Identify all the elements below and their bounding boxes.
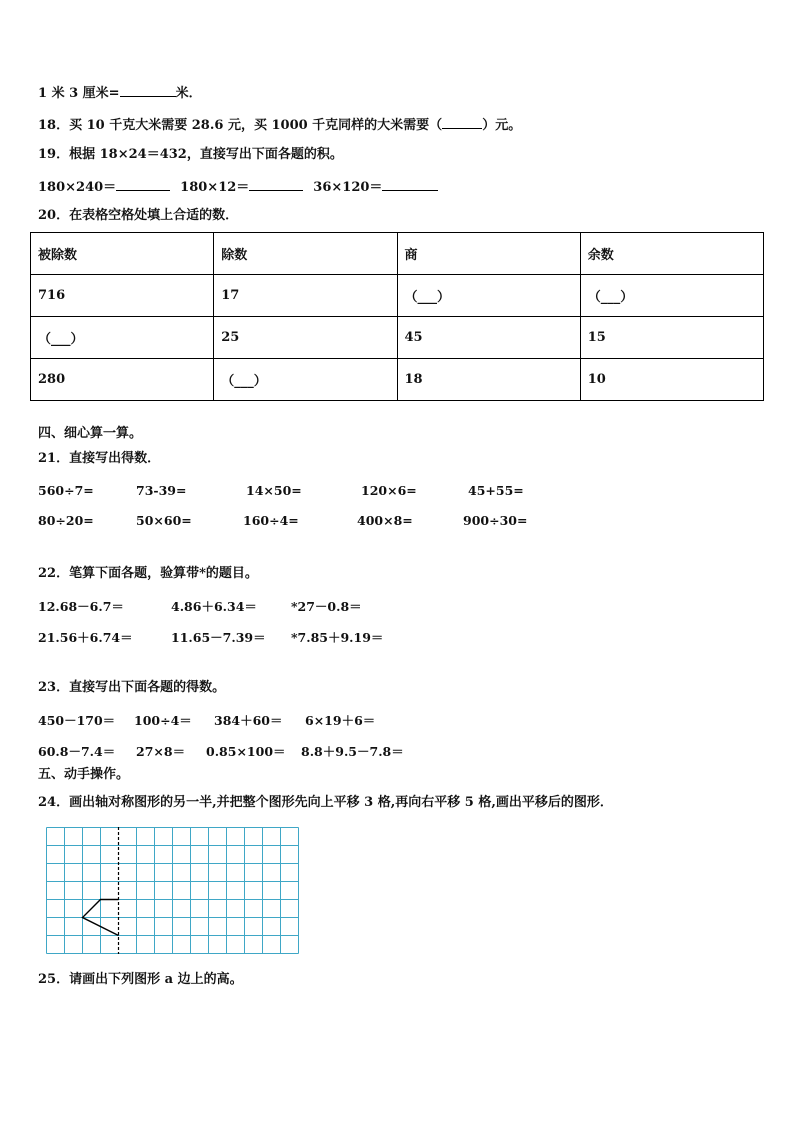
table-cell: 45 (397, 317, 580, 359)
q21-item: 45+55= (468, 483, 524, 498)
section-5-title: 五、动手操作。 (38, 767, 130, 782)
q21-item: 900÷30= (463, 513, 528, 528)
table-row (31, 359, 764, 401)
grid-lines (47, 828, 299, 954)
q21-item: 80÷20= (38, 513, 94, 528)
question-24-title: 24．画出轴对称图形的另一半,并把整个图形先向上平移 3 格,再向右平移 5 格,画出平移后的图形． (38, 795, 613, 810)
table-cell-blank[interactable]: （___） (31, 317, 214, 359)
table-cell-blank[interactable]: （___） (397, 275, 580, 317)
q23-item: 450－170＝ (38, 713, 116, 728)
q21-item: 120×6= (361, 483, 417, 498)
table-cell: 716 (31, 275, 214, 317)
q19-item: 180×12＝ (180, 180, 250, 195)
q21-item: 400×8= (357, 513, 413, 528)
q22-item: *7.85＋9.19＝ (291, 630, 384, 645)
q21-item: 560÷7= (38, 483, 94, 498)
q23-item: 384＋60＝ (214, 713, 283, 728)
table-cell-blank[interactable]: （___） (214, 359, 397, 401)
question-22-title: 22．笔算下面各题，验算带*的题目。 (38, 566, 258, 581)
q18-text: 18．买 10 千克大米需要 28.6 元，买 1000 千克同样的大米需要（ (38, 118, 443, 133)
q18-tail: ）元。 (482, 118, 522, 133)
question-conversion (38, 84, 202, 102)
q21-item: 160÷4= (243, 513, 299, 528)
q21-item: 50×60= (136, 513, 192, 528)
answer-blank[interactable] (442, 116, 482, 129)
table-row (31, 317, 764, 359)
drawing-grid[interactable] (46, 827, 300, 955)
q23-item: 0.85×100＝ (206, 744, 286, 759)
q22-item: 11.65－7.39＝ (171, 630, 266, 645)
table-cell-blank[interactable]: （___） (580, 275, 763, 317)
table-header-cell: 被除数 (31, 233, 214, 275)
table-cell: 18 (397, 359, 580, 401)
table-cell: 10 (580, 359, 763, 401)
q23-item: 27×8＝ (136, 744, 186, 759)
question-21-title: 21．直接写出得数． (38, 451, 161, 466)
q19-item: 36×120＝ (313, 180, 383, 195)
q23-item: 6×19＋6＝ (305, 713, 376, 728)
table-cell: 280 (31, 359, 214, 401)
table-header-cell: 除数 (214, 233, 397, 275)
answer-blank[interactable] (120, 84, 176, 97)
conversion-unit: 米． (175, 86, 202, 101)
q21-item: 14×50= (246, 483, 302, 498)
question-19-title: 19．根据 18×24＝432，直接写出下面各题的积。 (38, 147, 343, 162)
answer-blank[interactable] (116, 178, 170, 191)
conversion-text: 1 米 3 厘米= (38, 86, 120, 101)
q23-item: 60.8－7.4＝ (38, 744, 116, 759)
q23-item: 100÷4＝ (134, 713, 192, 728)
answer-blank[interactable] (249, 178, 303, 191)
table-header-cell: 余数 (580, 233, 763, 275)
q22-item: *27－0.8＝ (291, 599, 362, 614)
table-header-row (31, 233, 764, 275)
question-20-title: 20．在表格空格处填上合适的数． (38, 208, 239, 223)
answer-blank[interactable] (382, 178, 438, 191)
division-table (30, 232, 764, 401)
q23-item: 8.8＋9.5－7.8＝ (301, 744, 404, 759)
table-row (31, 275, 764, 317)
question-23-title: 23．直接写出下面各题的得数。 (38, 680, 226, 695)
question-18 (38, 116, 521, 134)
q22-item: 4.86＋6.34＝ (171, 599, 257, 614)
q21-item: 73-39= (136, 483, 187, 498)
section-4-title: 四、细心算一算。 (38, 426, 143, 441)
q19-item: 180×240＝ (38, 180, 117, 195)
table-header-cell: 商 (397, 233, 580, 275)
table-cell: 15 (580, 317, 763, 359)
table-cell: 25 (214, 317, 397, 359)
q19-items (38, 178, 438, 196)
table-cell: 17 (214, 275, 397, 317)
q22-item: 12.68－6.7＝ (38, 599, 124, 614)
question-25-title: 25．请画出下列图形 a 边上的高。 (38, 972, 243, 987)
q22-item: 21.56＋6.74＝ (38, 630, 133, 645)
